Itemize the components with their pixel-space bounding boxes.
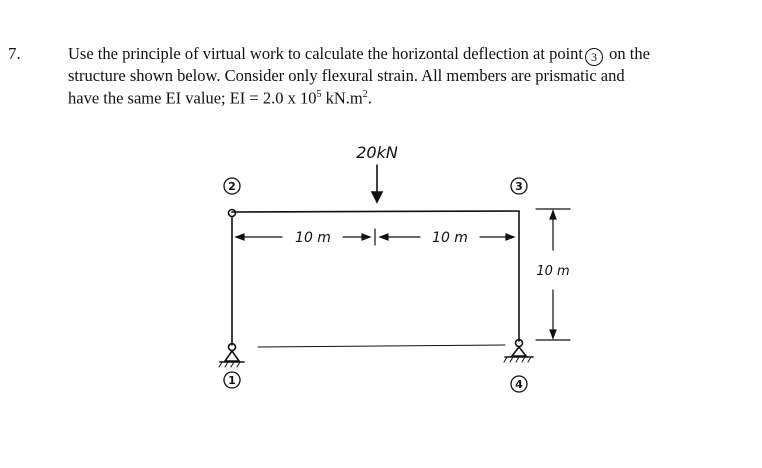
base-reference-line [258,345,505,347]
span-right-label: 10 m [432,230,468,246]
statement-line-2: structure shown below. Consider only flexural strain. All members are prismatic and [68,66,625,85]
beam-2-3 [232,211,519,212]
node-2-label: 2 [228,180,236,193]
node-3-label: 3 [515,180,523,193]
node-4-label: 4 [515,378,523,391]
height-label: 10 m [536,264,570,279]
span-left-label: 10 m [295,230,331,246]
span-dimension [236,229,514,245]
support-1 [219,344,244,368]
support-4 [504,340,533,363]
load-arrow [372,165,382,202]
question-number: 7. [8,44,21,63]
statement-line-3: have the same EI value; EI = 2.0 x $10^5$ $kN.m^2$. [68,88,372,108]
node-2-hinge [229,210,236,217]
node-1-label: 1 [228,374,236,387]
point-3-circle: 3 [585,48,603,66]
statement-line-1: Use the principle of virtual work to calculate the horizontal deflection at point 3 on the [68,44,650,64]
load-label: 20kN [356,143,398,162]
